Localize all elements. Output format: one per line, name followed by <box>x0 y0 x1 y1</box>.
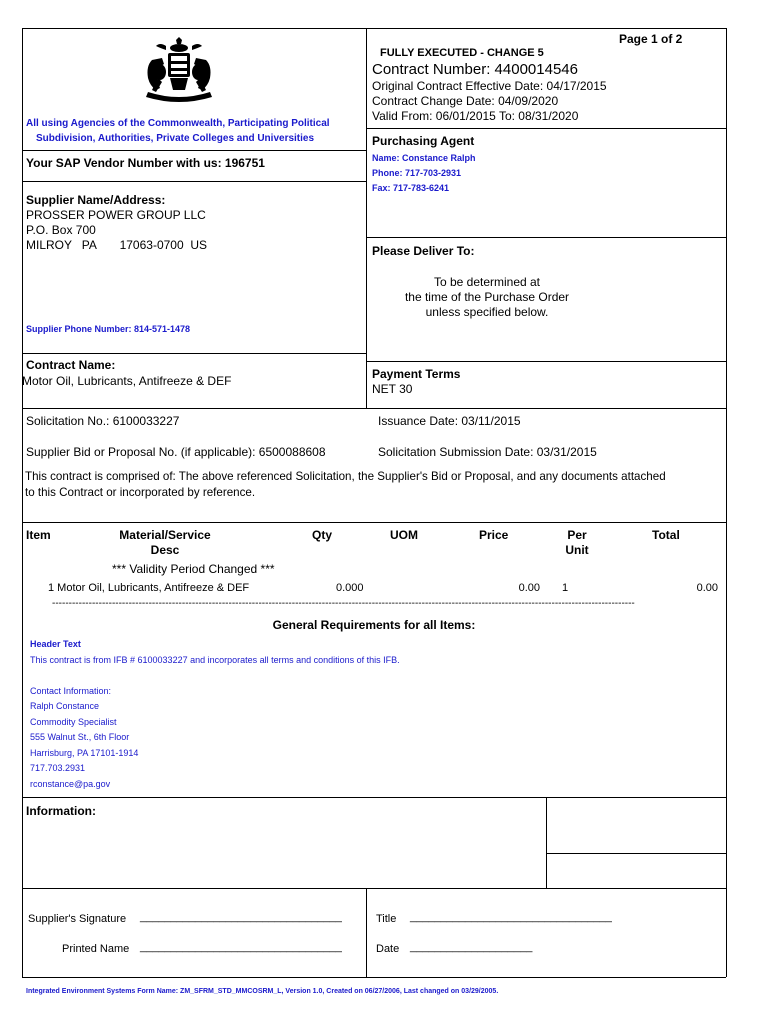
agent-fax: Fax: 717-783-6241 <box>372 183 450 193</box>
line-info-top <box>22 797 726 798</box>
date-label: Date <box>376 943 400 955</box>
line-dates <box>366 128 726 129</box>
row-price: 0.00 <box>518 582 540 594</box>
supplier-signature-label: Supplier's Signature <box>28 913 127 925</box>
valid-dates: Valid From: 06/01/2015 To: 08/31/2020 <box>372 109 579 123</box>
row-per: 1 <box>562 582 569 594</box>
contract-number: Contract Number: 4400014546 <box>372 61 578 78</box>
title-label: Title <box>376 913 397 925</box>
title-field[interactable]: _________________________________ <box>410 911 612 923</box>
supplier-heading: Supplier Name/Address: <box>26 193 166 207</box>
purchasing-agent-heading: Purchasing Agent <box>372 134 475 148</box>
payment-terms-value: NET 30 <box>372 382 413 396</box>
status-label: FULLY EXECUTED - CHANGE 5 <box>380 47 544 59</box>
supplier-city: MILROY PA 17063-0700 US <box>26 238 207 252</box>
line-vendor <box>22 181 366 182</box>
comprised-line-2: to this Contract or incorporated by reference. <box>25 486 256 499</box>
deliver-heading: Please Deliver To: <box>372 244 475 258</box>
line-table-top <box>22 522 726 523</box>
agent-name: Name: Constance Ralph <box>372 153 476 163</box>
border-top <box>22 28 726 29</box>
agent-phone: Phone: 717-703-2931 <box>372 168 462 178</box>
issuance-date: Issuance Date: 03/11/2015 <box>378 414 521 428</box>
row-total: 0.00 <box>696 582 718 594</box>
col-uom: UOM <box>390 528 418 542</box>
row-item-desc: 1 Motor Oil, Lubricants, Antifreeze & DEF <box>48 582 250 594</box>
deliver-line-2: the time of the Purchase Order <box>404 290 570 304</box>
dash-divider: ------------------------------------------------------------------------------------------------------------------------------------------------------------------------------- <box>52 598 635 609</box>
info-inner-line <box>546 853 726 854</box>
col-item: Item <box>26 528 51 542</box>
supplier-po-box: P.O. Box 700 <box>26 223 96 237</box>
header-text-title: Header Text <box>30 639 81 649</box>
payment-terms-heading: Payment Terms <box>372 367 461 381</box>
contact-street: 555 Walnut St., 6th Floor <box>30 732 130 742</box>
line-agent <box>366 237 726 238</box>
col-price: Price <box>479 528 509 542</box>
deliver-line-1: To be determined at <box>433 275 541 289</box>
contact-heading: Contact Information: <box>30 686 112 696</box>
center-divider <box>366 28 367 408</box>
col-desc: Desc <box>150 543 180 557</box>
vendor-number: Your SAP Vendor Number with us: 196751 <box>26 156 265 170</box>
row-qty: 0.000 <box>336 582 364 594</box>
contact-city: Harrisburg, PA 17101-1914 <box>30 748 139 758</box>
contract-name-value: Motor Oil, Lubricants, Antifreeze & DEF <box>22 374 232 388</box>
deliver-line-3: unless specified below. <box>425 305 549 319</box>
validity-note: *** Validity Period Changed *** <box>112 562 275 576</box>
printed-name-label: Printed Name <box>62 943 130 955</box>
sig-top-line <box>22 888 726 889</box>
col-per: Per <box>567 528 587 542</box>
submission-date: Solicitation Submission Date: 03/31/2015 <box>378 445 597 459</box>
agencies-line-2: Subdivision, Authorities, Private Colleges and Universities <box>36 133 315 144</box>
solicitation-number: Solicitation No.: 6100033227 <box>26 414 180 428</box>
contact-phone: 717.703.2931 <box>30 763 86 773</box>
border-left <box>22 28 23 888</box>
contract-change-date: Contract Change Date: 04/09/2020 <box>372 94 559 108</box>
border-right <box>726 28 727 888</box>
original-effective-date: Original Contract Effective Date: 04/17/2015 <box>372 79 607 93</box>
contact-name: Ralph Constance <box>30 701 100 711</box>
page-number: Page 1 of 2 <box>619 32 683 46</box>
line-deliver <box>366 361 726 362</box>
agencies-line-1: All using Agencies of the Commonwealth, Participating Political <box>26 118 330 129</box>
sig-divider <box>366 888 367 977</box>
commonwealth-seal-icon <box>140 36 218 104</box>
line-contract <box>22 408 726 409</box>
line-agencies <box>22 150 366 151</box>
general-requirements: General Requirements for all Items: <box>272 618 476 632</box>
info-divider <box>546 797 547 888</box>
col-total: Total <box>652 528 680 542</box>
col-unit: Unit <box>565 543 589 557</box>
information-heading: Information: <box>26 804 96 818</box>
supplier-phone: Supplier Phone Number: 814-571-1478 <box>26 324 191 334</box>
printed-name-field[interactable]: _________________________________ <box>140 941 342 953</box>
supplier-name: PROSSER POWER GROUP LLC <box>26 208 206 222</box>
supplier-signature-field[interactable]: _________________________________ <box>140 911 342 923</box>
bid-number: Supplier Bid or Proposal No. (if applicable): 6500088608 <box>26 445 326 459</box>
col-qty: Qty <box>312 528 333 542</box>
comprised-line-1: This contract is comprised of: The above referenced Solicitation, the Supplier's Bid or Proposal, and any documents attached <box>25 470 666 483</box>
contact-title: Commodity Specialist <box>30 717 117 727</box>
contact-email[interactable]: rconstance@pa.gov <box>30 779 111 789</box>
sig-left <box>22 888 23 977</box>
line-supplier <box>22 353 366 354</box>
header-text-body: This contract is from IFB # 6100033227 and incorporates all terms and conditions of this IFB. <box>30 655 400 665</box>
border-bottom <box>22 977 726 978</box>
sig-right <box>726 888 727 977</box>
contract-name-heading: Contract Name: <box>26 358 116 372</box>
col-material: Material/Service <box>119 528 211 542</box>
date-field[interactable]: ____________________ <box>410 941 533 953</box>
form-footer: Integrated Environment Systems Form Name: ZM_SFRM_STD_MMCOSRM_L, Version 1.0, Created on 06/27/2006, Last changed on 03/29/2005. <box>26 988 499 995</box>
